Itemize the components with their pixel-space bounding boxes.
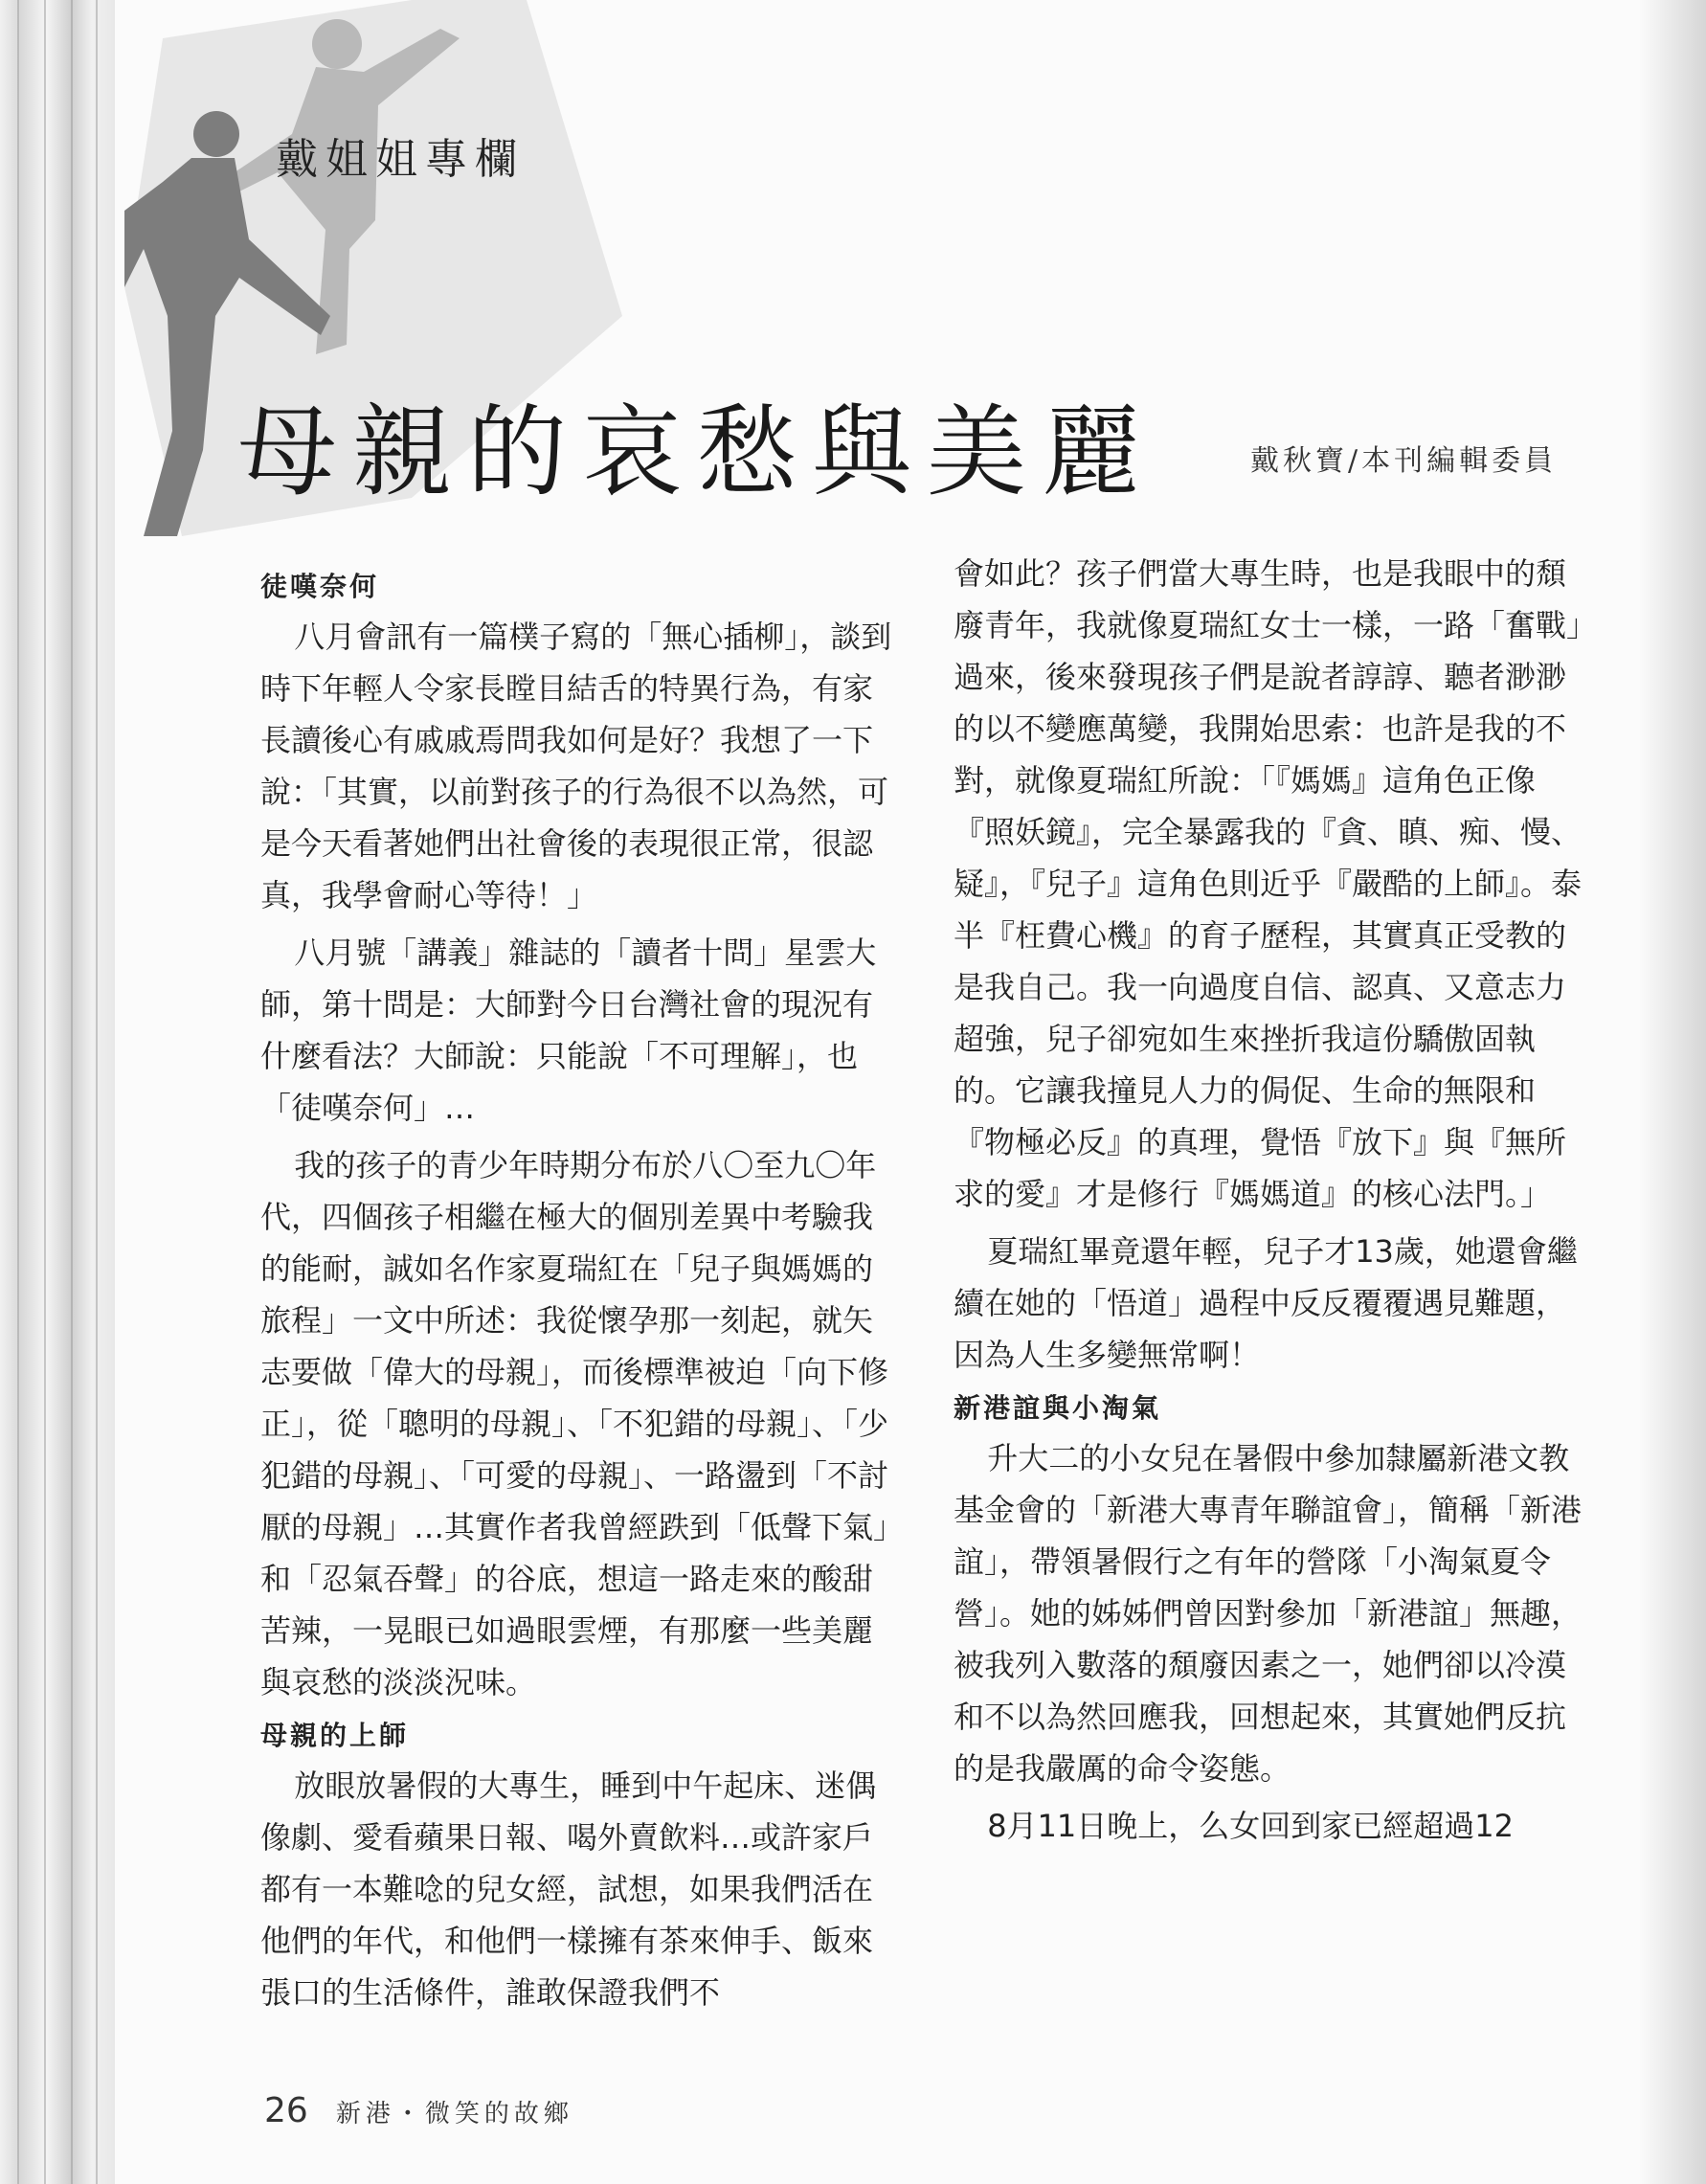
magazine-name: 新港・微笑的故鄉 <box>335 2100 573 2128</box>
section-heading: 新港誼與小淘氣 <box>954 1392 1162 1424</box>
article-title: 母親的哀愁與美麗 <box>237 394 1157 510</box>
paragraph: 升大二的小女兒在暑假中參加隸屬新港文教基金會的「新港大專青年聯誼會」，簡稱「新港誼」，帶領暑假行之有年的營隊「小淘氣夏令營」。她的姊姊們曾因對參加「新港誼」無趣，被我列入數落的頹廢因素之一，她們卻以冷漠和不以為然回應我，回想起來，其實她們反抗的是我嚴厲的命令姿態。 <box>954 1440 1583 1787</box>
author-byline: 戴秋寶/本刊編輯委員 <box>1250 444 1558 478</box>
page-edge-line <box>44 0 46 2184</box>
page-footer <box>264 2091 573 2130</box>
left-column <box>260 559 894 2018</box>
paragraph: 我的孩子的青少年時期分布於八〇至九〇年代，四個孩子相繼在極大的個別差異中考驗我的能耐，誠如名作家夏瑞紅在「兒子與媽媽的旅程」一文中所述：我從懷孕那一刻起，就矢志要做「偉大的母親」，而後標準被迫「向下修正」，從「聰明的母親」、「不犯錯的母親」、「少犯錯的母親」、「可愛的母親」、一路盪到「不討厭的母親」…其實作者我曾經跌到「低聲下氣」和「忍氣吞聲」的谷底，想這一路走來的酸甜苦辣，一晃眼已如過眼雲煙，有那麼一些美麗與哀愁的淡淡況味。 <box>260 1147 889 1700</box>
column-tag: 戴姐姐專欄 <box>276 135 525 184</box>
page-number: 26 <box>264 2091 308 2130</box>
paragraph: 夏瑞紅畢竟還年輕，兒子才13歲，她還會繼續在她的「悟道」過程中反反覆覆遇見難題，因為人生多變無常啊！ <box>954 1233 1578 1373</box>
paragraph-continued: 會如此？孩子們當大專生時，也是我眼中的頹廢青年，我就像夏瑞紅女士一樣，一路「奮戰」過來，後來發現孩子們是說者諄諄、聽者渺渺的以不變應萬變，我開始思索：也許是我的不對，就像夏瑞紅所說：「『媽媽』這角色正像『照妖鏡』，完全暴露我的『貪、瞋、痴、慢、疑』，『兒子』這角色則近乎『嚴酷的上師』。泰半『枉費心機』的育子歷程，其實真正受教的是我自己。我一向過度自信、認真、又意志力超強，兒子卻宛如生來挫折我這份驕傲固執的。它讓我撞見人力的侷促、生命的無限和『物極必反』的真理，覺悟『放下』與『無所求的愛』才是修行『媽媽道』的核心法門。」 <box>954 555 1583 1212</box>
section-heading: 徒嘆奈何 <box>260 571 380 602</box>
page-edge-line <box>71 0 73 2184</box>
page-edge-line <box>96 0 98 2184</box>
page-edge-line <box>17 0 19 2184</box>
right-column <box>954 548 1587 1852</box>
section-heading: 母親的上師 <box>260 1720 410 1751</box>
page-curl-shadow <box>1639 0 1706 2184</box>
paragraph: 八月號「講義」雜誌的「讀者十問」星雲大師，第十問是：大師對今日台灣社會的現況有什麼看法？大師說：只能說「不可理解」，也「徒嘆奈何」… <box>260 934 877 1126</box>
paragraph: 放眼放暑假的大專生，睡到中午起床、迷偶像劇、愛看蘋果日報、喝外賣飲料…或許家戶都有一本難唸的兒女經，試想，如果我們活在他們的年代，和他們一樣擁有茶來伸手、飯來張口的生活條件，誰敢保證我們不 <box>260 1767 877 2011</box>
paragraph: 八月會訊有一篇樸子寫的「無心插柳」，談到時下年輕人令家長瞠目結舌的特異行為，有家長讀後心有戚戚焉問我如何是好？我想了一下說：「其實，以前對孩子的行為很不以為然，可是今天看著她們出社會後的表現很正常，很認真，我學會耐心等待！」 <box>260 619 892 913</box>
paragraph: 8月11日晚上，么女回到家已經超過12 <box>987 1808 1514 1844</box>
